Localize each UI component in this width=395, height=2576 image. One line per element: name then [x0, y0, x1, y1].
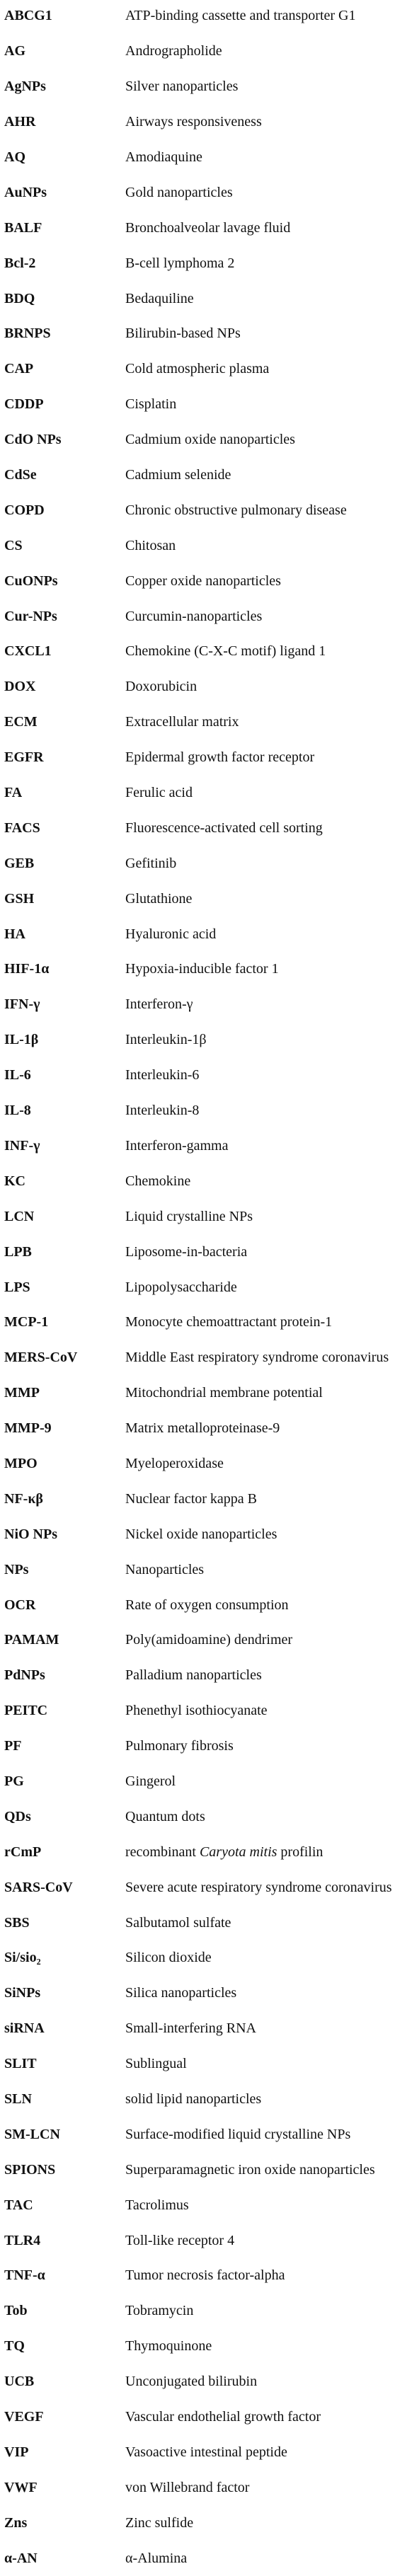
- table-row: [0, 1905, 395, 1940]
- abbreviation-cell: AG: [4, 43, 25, 59]
- abbreviation-cell: VWF: [4, 2479, 38, 2495]
- definition-cell: Ferulic acid: [125, 785, 193, 801]
- definition-cell: Sublingual: [125, 2056, 187, 2072]
- abbreviation-cell: COPD: [4, 502, 45, 518]
- abbreviation-cell: GEB: [4, 855, 35, 871]
- table-row: [0, 810, 395, 846]
- abbreviation-cell: MERS-CoV: [4, 1350, 78, 1366]
- definition-cell: Cold atmospheric plasma: [125, 361, 270, 377]
- table-row: [0, 669, 395, 705]
- abbreviation-cell: CXCL1: [4, 643, 52, 660]
- abbreviation-cell: FA: [4, 785, 23, 801]
- definition-cell: Vasoactive intestinal peptide: [125, 2444, 287, 2460]
- table-row: [0, 1729, 395, 1764]
- table-row: [0, 2329, 395, 2364]
- definition-cell: Cisplatin: [125, 396, 177, 413]
- table-row: [0, 1270, 395, 1305]
- definition-cell: Silica nanoparticles: [125, 1985, 237, 2001]
- table-row: [0, 1199, 395, 1234]
- abbreviation-cell: SiNPs: [4, 1985, 41, 2001]
- abbreviation-cell: SBS: [4, 1914, 30, 1931]
- definition-cell: Tumor necrosis factor-alpha: [125, 2267, 285, 2284]
- abbreviation-cell: CS: [4, 537, 23, 553]
- table-row: [0, 776, 395, 811]
- abbreviation-cell: HIF-1α: [4, 961, 50, 977]
- table-row: [0, 2294, 395, 2329]
- abbreviation-cell: KC: [4, 1173, 25, 1189]
- definition-cell: Hypoxia-inducible factor 1: [125, 961, 279, 977]
- table-row: [0, 1163, 395, 1199]
- table-row: [0, 1411, 395, 1447]
- table-row: [0, 140, 395, 176]
- definition-cell: Gold nanoparticles: [125, 184, 233, 200]
- definition-cell: Tacrolimus: [125, 2197, 189, 2213]
- definition-cell: Curcumin-nanoparticles: [125, 608, 263, 624]
- abbreviation-cell: MPO: [4, 1455, 38, 1471]
- table-row: [0, 1799, 395, 1834]
- definition-cell: Gingerol: [125, 1773, 176, 1789]
- table-row: [0, 2082, 395, 2117]
- definition-cell: Epidermal growth factor receptor: [125, 749, 315, 766]
- table-row: [0, 105, 395, 140]
- abbreviation-cell: PG: [4, 1773, 24, 1789]
- abbreviation-cell: MCP-1: [4, 1314, 49, 1330]
- definition-cell: Small-interfering RNA: [125, 2020, 256, 2037]
- definition-cell: Nickel oxide nanoparticles: [125, 1526, 277, 1542]
- definition-cell: Bronchoalveolar lavage fluid: [125, 219, 291, 236]
- table-row: [0, 2505, 395, 2541]
- definition-cell: Nuclear factor kappa B: [125, 1490, 258, 1507]
- definition-cell: solid lipid nanoparticles: [125, 2091, 262, 2107]
- definition-cell: Chronic obstructive pulmonary disease: [125, 502, 347, 518]
- definition-cell: Lipopolysaccharide: [125, 1279, 237, 1295]
- definition-cell: Zinc sulfide: [125, 2514, 194, 2531]
- abbreviation-cell: CdSe: [4, 467, 37, 483]
- table-row: [0, 1517, 395, 1552]
- table-row: [0, 0, 395, 34]
- abbreviation-cell: INF-γ: [4, 1137, 40, 1154]
- definition-cell: Cadmium selenide: [125, 467, 231, 483]
- abbreviation-cell: NF-κβ: [4, 1490, 43, 1507]
- definition-cell: Matrix metalloproteinase-9: [125, 1420, 280, 1437]
- definition-cell: Silicon dioxide: [125, 1950, 212, 1966]
- abbreviation-cell: PAMAM: [4, 1632, 59, 1648]
- abbreviation-cell: PEITC: [4, 1703, 48, 1719]
- definition-cell: Quantum dots: [125, 1808, 205, 1824]
- definition-cell: Glutathione: [125, 890, 193, 907]
- definition-cell: Thymoquinone: [125, 2338, 212, 2354]
- abbreviation-cell: MMP-9: [4, 1420, 52, 1437]
- table-row: [0, 1234, 395, 1270]
- table-row: [0, 1623, 395, 1658]
- definition-cell: Myeloperoxidase: [125, 1455, 224, 1471]
- definition-cell: Chemokine: [125, 1173, 191, 1189]
- definition-cell: Poly(amidoamine) dendrimer: [125, 1632, 293, 1648]
- table-row: [0, 1587, 395, 1623]
- table-row: [0, 2011, 395, 2047]
- definition-cell: [120, 1834, 395, 1870]
- table-row: [0, 846, 395, 881]
- abbreviation-cell: AgNPs: [4, 79, 46, 95]
- abbreviation-cell: LPS: [4, 1279, 30, 1295]
- table-row: [0, 881, 395, 916]
- table-row: [0, 2400, 395, 2435]
- definition-cell: Vascular endothelial growth factor: [125, 2409, 321, 2425]
- table-row: [0, 2258, 395, 2294]
- abbreviation-cell: SLN: [4, 2091, 32, 2107]
- definition-cell: Liposome-in-bacteria: [125, 1243, 248, 1260]
- abbreviation-cell: QDs: [4, 1808, 31, 1824]
- abbreviation-cell: BRNPS: [4, 326, 51, 342]
- definition-cell: Surface-modified liquid crystalline NPs: [125, 2126, 351, 2142]
- definition-cell: Interleukin-8: [125, 1103, 200, 1119]
- abbreviation-cell: SLIT: [4, 2056, 37, 2072]
- definition-cell: Interferon-γ: [125, 996, 193, 1013]
- abbreviation-cell: MMP: [4, 1385, 40, 1401]
- definition-cell: Copper oxide nanoparticles: [125, 573, 281, 589]
- abbreviation-cell: FACS: [4, 820, 40, 836]
- abbreviation-cell: Zns: [4, 2514, 28, 2531]
- definition-cell: Andrographolide: [125, 43, 222, 59]
- definition-cell: Superparamagnetic iron oxide nanoparticles: [125, 2161, 375, 2178]
- abbreviation-cell: OCR: [4, 1597, 36, 1613]
- table-row: [0, 1764, 395, 1800]
- abbreviation-cell: BALF: [4, 219, 42, 236]
- definition-cell: Doxorubicin: [125, 679, 198, 695]
- abbreviation-cell: NPs: [4, 1561, 29, 1577]
- abbreviation-cell: SARS-CoV: [4, 1879, 73, 1895]
- definition-cell: Unconjugated bilirubin: [125, 2374, 258, 2390]
- table-row: [0, 387, 395, 422]
- table-row: [0, 1481, 395, 1517]
- definition-cell: Tobramycin: [125, 2303, 194, 2319]
- abbreviation-cell: Bcl-2: [4, 255, 36, 271]
- abbreviation-cell: TLR4: [4, 2232, 41, 2248]
- abbreviation-cell: CDDP: [4, 396, 44, 413]
- table-row: [0, 1940, 395, 1976]
- table-row: [0, 2187, 395, 2223]
- abbreviation-cell: EGFR: [4, 749, 44, 766]
- abbreviation-cell: VEGF: [4, 2409, 44, 2425]
- definition-cell: Chitosan: [125, 537, 176, 553]
- table-row: [0, 599, 395, 634]
- table-row: [0, 1976, 395, 2011]
- abbreviation-cell: VIP: [4, 2444, 29, 2460]
- definition-cell: Gefitinib: [125, 855, 177, 871]
- abbreviation-cell: GSH: [4, 890, 35, 907]
- table-row: [0, 281, 395, 316]
- definition-cell: Extracellular matrix: [125, 714, 239, 730]
- definition-cell: Interleukin-1β: [125, 1032, 207, 1048]
- table-row: [0, 952, 395, 987]
- definition-cell: Bilirubin-based NPs: [125, 326, 241, 342]
- abbreviation-cell: AuNPs: [4, 184, 47, 200]
- abbreviation-cell: LCN: [4, 1208, 35, 1224]
- definition-cell: Silver nanoparticles: [125, 79, 239, 95]
- abbreviation-cell: PF: [4, 1738, 22, 1754]
- abbreviation-cell: SPIONS: [4, 2161, 56, 2178]
- table-row: [0, 563, 395, 599]
- definition-tail-text: profilin: [277, 1844, 324, 1860]
- definition-cell: Bedaquiline: [125, 290, 194, 306]
- table-row: [0, 1694, 395, 1729]
- definition-cell: Monocyte chemoattractant protein-1: [125, 1314, 333, 1330]
- definition-cell: von Willebrand factor: [125, 2479, 250, 2495]
- abbreviation-cell: NiO NPs: [4, 1526, 57, 1542]
- abbreviation-cell: LPB: [4, 1243, 32, 1260]
- definition-cell: Amodiaquine: [125, 149, 202, 165]
- abbreviation-cell: CdO NPs: [4, 432, 62, 448]
- definition-cell: Nanoparticles: [125, 1561, 205, 1577]
- definition-cell: Interleukin-6: [125, 1067, 200, 1083]
- table-row: [0, 916, 395, 952]
- table-row: [0, 740, 395, 776]
- table-row: [0, 528, 395, 563]
- table-row: [0, 2364, 395, 2400]
- table-row: [0, 1376, 395, 1411]
- definition-cell: Rate of oxygen consumption: [125, 1597, 289, 1613]
- definition-cell: Chemokine (C-X-C motif) ligand 1: [125, 643, 326, 660]
- table-row: [0, 1658, 395, 1694]
- abbreviation-cell: ABCG1: [4, 8, 52, 24]
- abbreviation-cell: Si/sio₂: [4, 1950, 41, 1966]
- definition-cell: Toll-like receptor 4: [125, 2232, 235, 2248]
- abbreviation-cell: AQ: [4, 149, 25, 165]
- abbreviation-cell: BDQ: [4, 290, 35, 306]
- abbreviation-cell: IL-6: [4, 1067, 31, 1083]
- definition-cell: Salbutamol sulfate: [125, 1914, 231, 1931]
- table-row: [0, 34, 395, 69]
- table-row: [0, 1023, 395, 1058]
- definition-cell: Cadmium oxide nanoparticles: [125, 432, 295, 448]
- table-row: [0, 2047, 395, 2082]
- definition-cell: α-Alumina: [125, 2550, 188, 2566]
- table-row: [0, 987, 395, 1023]
- table-row: [0, 705, 395, 740]
- abbreviation-cell: IL-1β: [4, 1032, 39, 1048]
- table-row: [0, 1552, 395, 1587]
- abbreviation-cell: rCmP: [4, 1844, 42, 1860]
- table-row: [0, 1093, 395, 1129]
- abbreviation-cell: siRNA: [4, 2020, 45, 2037]
- definition-cell: Severe acute respiratory syndrome coronavirus: [125, 1879, 392, 1895]
- definition-cell: Middle East respiratory syndrome coronavirus: [125, 1350, 389, 1366]
- abbreviation-cell: Cur-NPs: [4, 608, 57, 624]
- abbreviation-cell: TNF-α: [4, 2267, 45, 2284]
- abbreviation-cell: PdNPs: [4, 1667, 45, 1684]
- definition-cell: Palladium nanoparticles: [125, 1667, 262, 1684]
- abbreviation-cell: DOX: [4, 679, 36, 695]
- abbreviation-cell: AHR: [4, 114, 36, 130]
- definition-cell: Pulmonary fibrosis: [125, 1738, 234, 1754]
- definition-cell: Phenethyl isothiocyanate: [125, 1703, 268, 1719]
- definition-text: recombinant: [125, 1844, 200, 1860]
- table-row: [0, 1129, 395, 1164]
- definition-cell: Fluorescence-activated cell sorting: [125, 820, 323, 836]
- abbreviation-cell: CAP: [4, 361, 34, 377]
- table-row: [0, 69, 395, 105]
- definition-cell: Airways responsiveness: [125, 114, 262, 130]
- table-row: [0, 175, 395, 210]
- table-row: [0, 1058, 395, 1093]
- table-row: [0, 1870, 395, 1905]
- abbreviation-cell: CuONPs: [4, 573, 58, 589]
- table-row: [0, 2434, 395, 2470]
- abbreviation-cell: SM-LCN: [4, 2126, 60, 2142]
- table-row: [0, 2541, 395, 2576]
- table-row: [0, 634, 395, 669]
- table-row: [0, 352, 395, 387]
- table-row: [0, 2117, 395, 2152]
- table-row: [0, 2152, 395, 2187]
- table-row: [0, 493, 395, 528]
- abbreviation-cell: Tob: [4, 2303, 28, 2319]
- table-row: [0, 1834, 395, 1870]
- table-row: [0, 246, 395, 281]
- table-row: [0, 1305, 395, 1340]
- abbreviation-cell: IFN-γ: [4, 996, 40, 1013]
- definition-cell: B-cell lymphoma 2: [125, 255, 235, 271]
- table-row: [0, 422, 395, 458]
- table-row: [0, 1340, 395, 1376]
- abbreviation-cell: IL-8: [4, 1103, 31, 1119]
- abbreviation-cell: α-AN: [4, 2550, 38, 2566]
- table-row: [0, 316, 395, 352]
- definition-italic-text: Caryota mitis: [199, 1844, 277, 1860]
- definition-cell: Interferon-gamma: [125, 1137, 229, 1154]
- table-row: [0, 2223, 395, 2258]
- abbreviation-cell: TQ: [4, 2338, 25, 2354]
- abbreviation-cell: HA: [4, 926, 25, 942]
- definition-cell: Mitochondrial membrane potential: [125, 1385, 323, 1401]
- definition-cell: ATP-binding cassette and transporter G1: [125, 8, 356, 24]
- abbreviation-cell: UCB: [4, 2374, 35, 2390]
- definition-cell: Liquid crystalline NPs: [125, 1208, 253, 1224]
- definition-cell: Hyaluronic acid: [125, 926, 217, 942]
- table-row: [0, 1447, 395, 1482]
- table-row: [0, 458, 395, 493]
- table-row: [0, 2470, 395, 2505]
- abbreviation-cell: ECM: [4, 714, 38, 730]
- table-row: [0, 210, 395, 246]
- abbreviation-cell: TAC: [4, 2197, 33, 2213]
